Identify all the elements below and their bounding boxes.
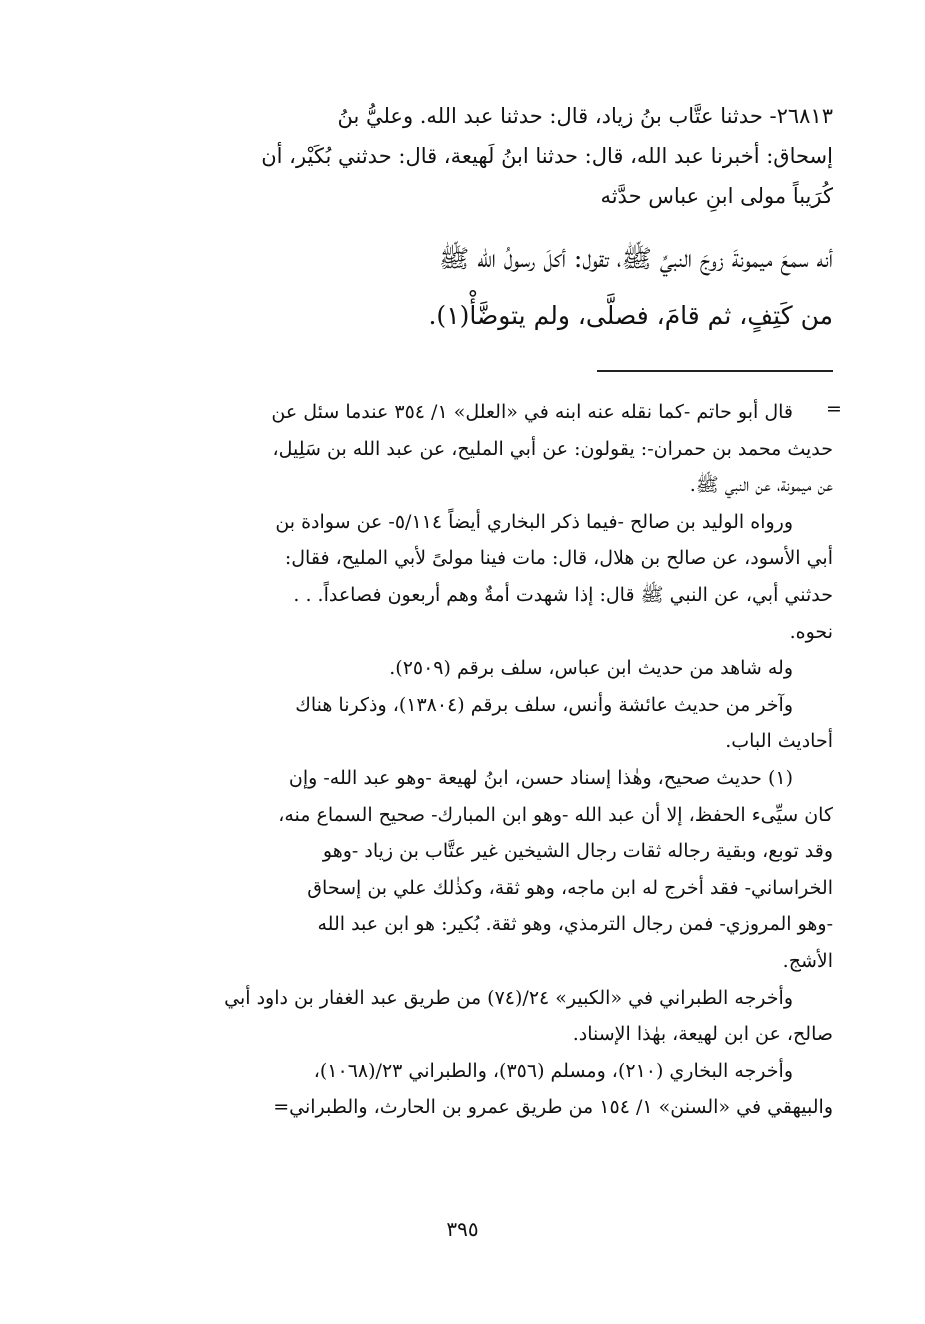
hadith-matn [130, 230, 833, 344]
footnote-line: أبي الأسود، عن صالح بن هلال، قال: مات فينا مولىً لأبي المليح، فقال: [284, 547, 833, 570]
footnote-line: صالح، عن ابن لهيعة، بهٰذا الإسناد. [572, 1023, 833, 1046]
footnote-separator [597, 370, 833, 372]
footnote-line: وقد توبع، وبقية رجاله ثقات رجال الشيخين غير عتَّاب بن زياد -وهو [322, 840, 833, 863]
hadith-isnad-line: ٢٦٨١٣- حدثنا عتَّاب بنُ زياد، قال: حدثنا عبد الله. وعليُّ بنُ [337, 104, 833, 128]
footnote-line: وآخر من حديث عائشة وأنس، سلف برقم (١٣٨٠٤)، وذكرنا هناك [295, 693, 793, 716]
footnote-continuation-marker: = [826, 398, 842, 420]
footnote-line: (١) حديث صحيح، وهٰذا إسناد حسن، ابنُ لهيعة -وهو عبد الله- وإن [288, 766, 793, 789]
footnote-line: نحوه. [789, 620, 833, 643]
footnote-line: عن ميمونة، عن النبي ﷺ. [689, 474, 833, 497]
footnote-line: الأشج. [782, 949, 833, 972]
hadith-isnad-line: إسحاق: أخبرنا عبد الله، قال: حدثنا ابنُ لَهيعة، قال: حدثني بُكَيْر، أن [261, 144, 833, 168]
footnote-line: ورواه الوليد بن صالح -فيما ذكر البخاري أيضاً ٥/١١٤- عن سوادة بن [275, 510, 793, 533]
footnote-line: كان سيِّىء الحفظ، إلا أن عبد الله -وهو ابن المبارك- صحيح السماع منه، [278, 803, 833, 826]
footnote-line: وأخرجه البخاري (٢١٠)، ومسلم (٣٥٦)، والطبراني ٢٣/(١٠٦٨)، [313, 1059, 793, 1082]
footnote-line: -وهو المروزي- فمن رجال الترمذي، وهو ثقة. بُكير: هو ابن عبد الله [317, 913, 833, 936]
footnote-line: حديث محمد بن حمران-: يقولون: عن أبي المليح، عن عبد الله بن سَلِيل، [272, 437, 833, 460]
footnote-line: والبيهقي في «السنن» ١/ ١٥٤ من طريق عمرو بن الحارث، والطبراني= [273, 1096, 833, 1119]
footnote-line: قال أبو حاتم -كما نقله عنه ابنه في «العلل» ١/ ٣٥٤ عندما سئل عن [271, 401, 793, 423]
main-text [130, 96, 833, 344]
page-number: ٣٩٥ [446, 1217, 479, 1241]
footnote-line: وله شاهد من حديث ابن عباس، سلف برقم (٢٥٠٩). [389, 657, 793, 680]
hadith-matn-line: من كَتِفٍ، ثم قامَ، فصلَّى، ولم يتوضَّأْ(١). [428, 301, 833, 330]
footnote-line: أحاديث الباب. [725, 730, 833, 753]
footnotes [130, 394, 833, 1126]
hadith-isnad-line: كُرَيباً مولى ابنِ عباس حدَّثه [600, 184, 833, 208]
footnote-line: الخراساني- فقد أخرج له ابن ماجه، وهو ثقة، وكذٰلك علي بن إسحاق [307, 876, 833, 899]
footnote-line: وأخرجه الطبراني في «الكبير» ٢٤/(٧٤) من طريق عبد الغفار بن داود أبي [224, 986, 793, 1009]
footnote-line: حدثني أبي، عن النبي ﷺ قال: إذا شهدت أمةٌ وهم أربعون فصاعداً. . . [293, 583, 833, 606]
hadith-matn-line: أنه سمعَ ميمونةَ زوجَ النبيِّ ﷺ، تقول: أكلَ رسولُ الله ﷺ [439, 244, 833, 273]
